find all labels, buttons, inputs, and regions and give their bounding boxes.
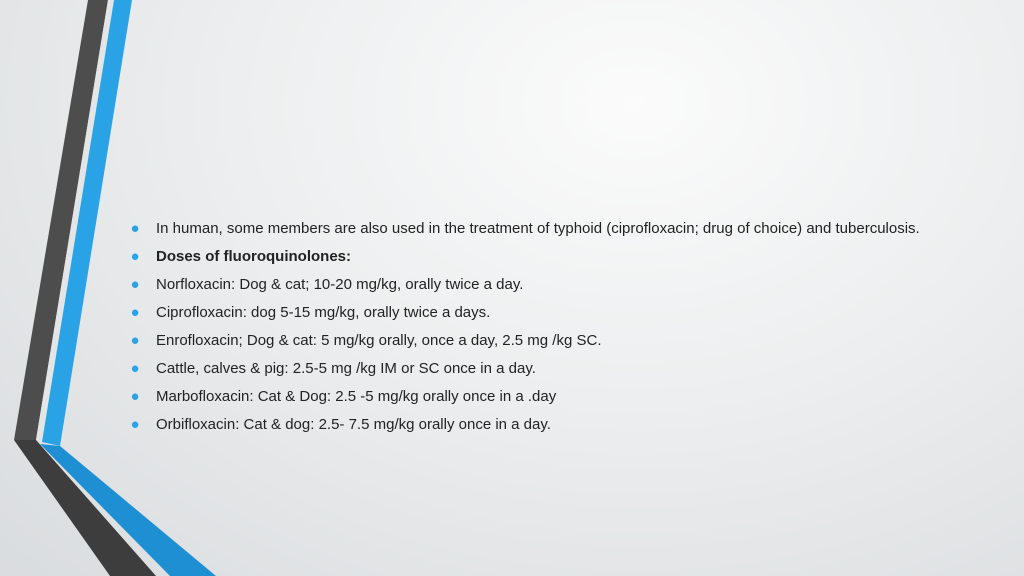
bullet-item: [128, 304, 948, 321]
light-gap-upper: [36, 0, 114, 442]
bullet-item: [128, 332, 948, 349]
bullet-text: Ciprofloxacin: dog 5-15 mg/kg, orally twice a days.: [156, 304, 491, 321]
bullet-item: [128, 388, 948, 405]
bullet-text: Enrofloxacin; Dog & cat: 5 mg/kg orally, once a day, 2.5 mg /kg SC.: [156, 332, 602, 349]
bullet-dot-icon: ●: [130, 388, 140, 405]
bullet-text: Norfloxacin: Dog & cat; 10-20 mg/kg, orally twice a day.: [156, 276, 524, 293]
bullet-item: [128, 416, 948, 433]
bullet-text: Orbifloxacin: Cat & dog: 2.5- 7.5 mg/kg orally once in a day.: [156, 416, 551, 433]
bullet-item: [128, 276, 948, 293]
bullet-dot-icon: ●: [130, 332, 140, 349]
bullet-dot-icon: ●: [130, 360, 140, 377]
bullet-dot-icon: ●: [130, 220, 140, 237]
bullet-item: [128, 220, 948, 237]
bullet-dot-icon: ●: [130, 248, 140, 265]
bullet-text: In human, some members are also used in the treatment of typhoid (ciprofloxacin; drug of choice) and tuberculosis.: [156, 220, 920, 237]
bullet-dot-icon: ●: [130, 276, 140, 293]
bullet-list: [128, 220, 948, 444]
bullet-text: Cattle, calves & pig: 2.5-5 mg /kg IM or SC once in a day.: [156, 360, 536, 377]
bullet-item-heading: [128, 248, 948, 265]
bullet-dot-icon: ●: [130, 304, 140, 321]
bullet-text: Marbofloxacin: Cat & Dog: 2.5 -5 mg/kg orally once in a .day: [156, 388, 557, 405]
bullet-text: Doses of fluoroquinolones:: [156, 248, 351, 265]
bullet-dot-icon: ●: [130, 416, 140, 433]
bullet-item: [128, 360, 948, 377]
dark-stripe-lower: [14, 440, 156, 576]
